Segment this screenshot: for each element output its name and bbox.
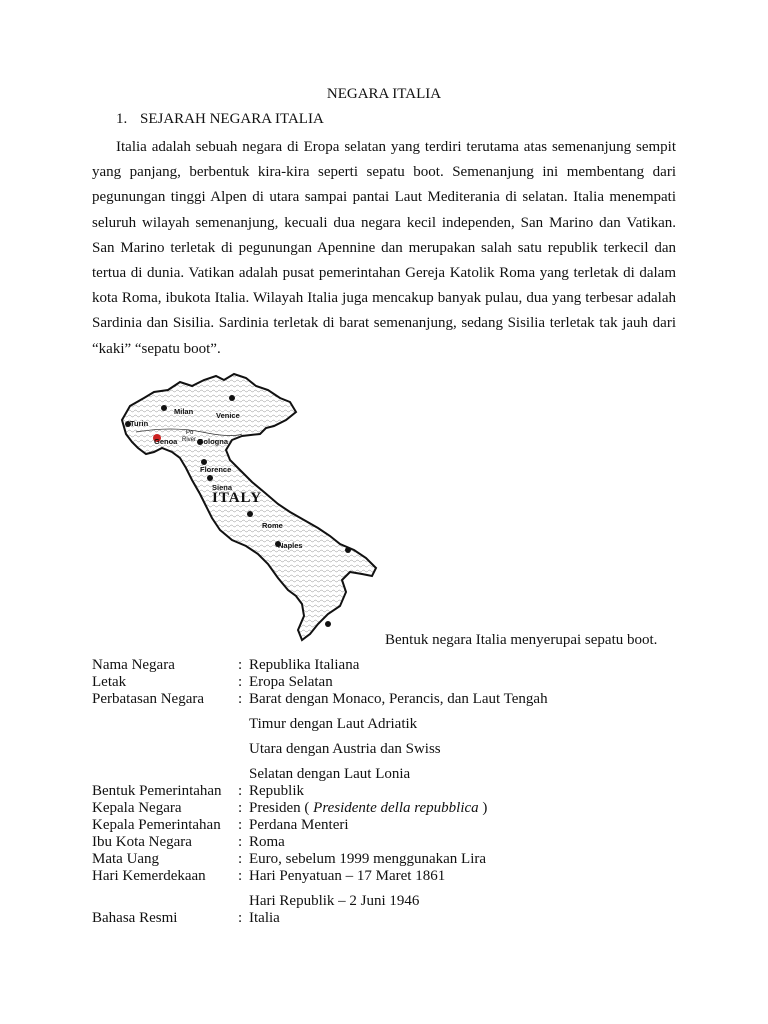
- section-title: SEJARAH NEGARA ITALIA: [140, 111, 324, 127]
- label-naples: Naples: [278, 541, 303, 550]
- city-dot-milan: [161, 405, 167, 411]
- fact-colon: :: [238, 800, 243, 816]
- italy-outline: [122, 374, 376, 640]
- fact-value: Eropa Selatan: [249, 674, 333, 690]
- label-bologna: Bologna: [198, 437, 228, 446]
- fact-colon: :: [238, 657, 243, 673]
- label-florence: Florence: [200, 465, 232, 474]
- page-title: NEGARA ITALIA: [326, 86, 442, 102]
- fact-label: Bahasa Resmi: [92, 910, 178, 926]
- label-po: Po: [186, 430, 194, 436]
- fact-label: Perbatasan Negara: [92, 691, 205, 707]
- city-dot-siena: [207, 475, 213, 481]
- fact-value: Italia: [249, 910, 280, 926]
- fact-label: Letak: [92, 674, 127, 690]
- fact-label: Mata Uang: [92, 851, 160, 867]
- fact-value: Republik: [249, 783, 304, 799]
- fact-value: Roma: [249, 834, 285, 850]
- fact-value: Hari Penyatuan – 17 Maret 1861: [249, 868, 446, 884]
- fact-label: Kepala Pemerintahan: [92, 817, 221, 833]
- fact-colon: :: [238, 783, 243, 799]
- city-dot-south: [325, 621, 331, 627]
- city-dot-rome: [247, 511, 253, 517]
- fact-value: Euro, sebelum 1999 menggunakan Lira: [249, 851, 487, 867]
- fact-value: Hari Republik – 2 Juni 1946: [249, 893, 420, 909]
- fact-colon: :: [238, 851, 243, 867]
- fact-label: Kepala Negara: [92, 800, 182, 816]
- city-dot-east: [345, 547, 351, 553]
- fact-colon: :: [238, 910, 243, 926]
- fact-value-prefix: Presiden (: [249, 800, 314, 816]
- fact-colon: :: [238, 834, 243, 850]
- label-italy: ITALY: [212, 490, 263, 506]
- fact-colon: :: [238, 691, 243, 707]
- label-turin: Turin: [130, 419, 149, 428]
- fact-label: Ibu Kota Negara: [92, 834, 192, 850]
- label-genoa: Genoa: [154, 437, 178, 446]
- fact-colon: :: [238, 817, 243, 833]
- fact-value: Selatan dengan Laut Lonia: [249, 766, 411, 782]
- fact-label: Hari Kemerdekaan: [92, 868, 206, 884]
- fact-value: Republika Italiana: [249, 657, 360, 673]
- fact-value: Perdana Menteri: [249, 817, 349, 833]
- fact-colon: :: [238, 868, 243, 884]
- fact-colon: :: [238, 674, 243, 690]
- fact-label: Bentuk Pemerintahan: [92, 783, 222, 799]
- history-paragraph: Italia adalah sebuah negara di Eropa selatan yang terdiri terutama atas semenanjung sempit yang panjang, berbentuk kira-kira seperti sepatu boot. Semenanjung ini membentang dari pegunungan tinggi Alpen di utara sampai pantai Laut Mediterania di selatan. Italia menempati seluruh wilayah semenanjung, kecuali dua negara kecil independen, San Marino dan Vatikan. San Marino terletak di pegunungan Apennine dan merupakan salah satu republik terkecil dan tertua di dunia. Vatikan adalah pusat pemerintahan Gereja Katolik Roma yang terletak di dalam kota Roma, ibukota Italia. Wilayah Italia juga mencakup banyak pulau, dua yang terbesar adalah Sardinia dan Sisilia. Sardinia terletak di barat semenanjung, sedang Sisilia terletak tak jauh dari “kaki” “sepatu boot”.: [92, 139, 676, 357]
- section-number: 1.: [116, 111, 128, 127]
- italy-map: [92, 368, 382, 644]
- label-siena: Siena: [212, 483, 233, 492]
- fact-value-suffix: ): [478, 800, 488, 816]
- map-caption: Bentuk negara Italia menyerupai sepatu boot.: [385, 632, 658, 648]
- fact-value: Timur dengan Laut Adriatik: [249, 716, 418, 732]
- label-river: River: [182, 437, 197, 443]
- fact-value: Barat dengan Monaco, Perancis, dan Laut Tengah: [249, 691, 548, 707]
- label-rome: Rome: [262, 521, 283, 530]
- city-dot-venice: [229, 395, 235, 401]
- fact-label: Nama Negara: [92, 657, 175, 673]
- fact-value: [249, 800, 487, 817]
- label-venice: Venice: [216, 411, 240, 420]
- fact-value-italic: Presidente della repubblica: [313, 800, 479, 816]
- fact-value: Utara dengan Austria dan Swiss: [249, 741, 441, 757]
- label-milan: Milan: [174, 407, 194, 416]
- section-heading: [116, 111, 324, 128]
